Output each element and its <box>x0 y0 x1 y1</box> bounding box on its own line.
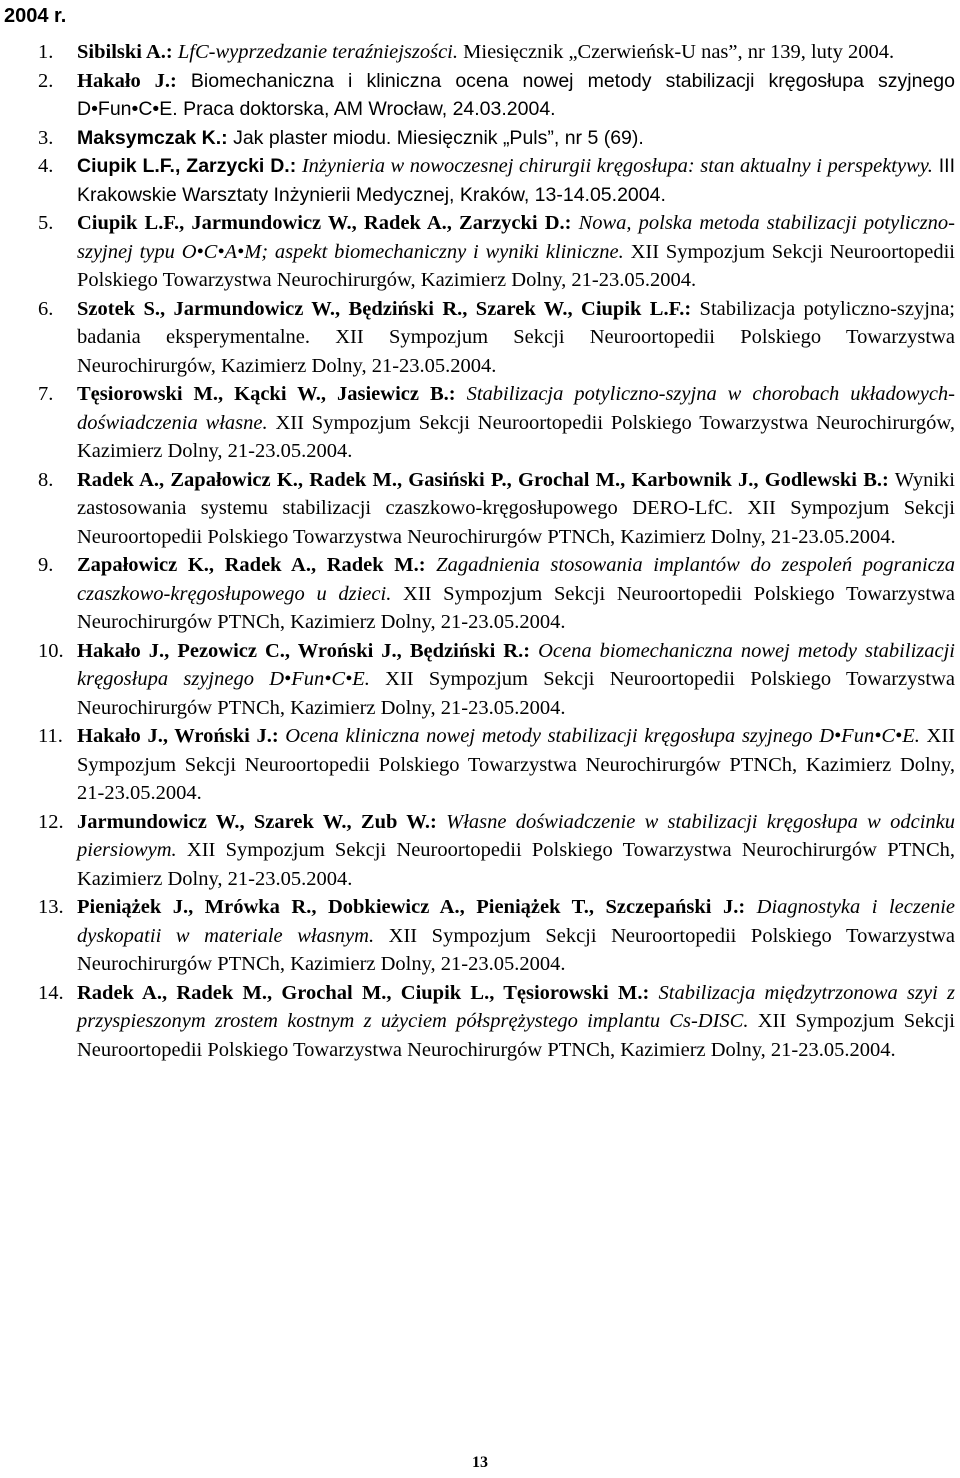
reference-number: 3. <box>38 126 54 149</box>
reference-source: XII Sympozjum Sekcji Neuroortopedii Polskiego Towarzystwa Neurochirurgów PTNCh, Kazimierz Dolny, 21-23.05.2004. <box>77 582 955 633</box>
reference-title: Jak plaster miodu. <box>227 126 392 149</box>
reference-item <box>0 38 960 67</box>
reference-authors: Ciupik L.F., Jarmundowicz W., Radek A., Zarzycki D.: <box>77 212 572 234</box>
reference-source: Miesięcznik „Puls”, nr 5 (69). <box>391 126 644 149</box>
reference-authors: Hakało J., Wroński J.: <box>77 725 279 747</box>
reference-number: 8. <box>38 468 54 491</box>
reference-item <box>0 124 960 153</box>
reference-number: 1. <box>38 41 54 63</box>
reference-title: Inżynieria w nowoczesnej chirurgii kręgosłupa: stan aktualny i perspektywy. <box>296 155 933 177</box>
reference-number: 4. <box>38 155 54 177</box>
reference-item <box>0 209 960 295</box>
reference-item <box>0 295 960 381</box>
reference-title: Stabilizacja potyliczno-szyjna w chorobach układowych-doświadczenia własne. <box>77 383 955 434</box>
reference-authors: Pieniążek J., Mrówka R., Dobkiewicz A., Pieniążek T., Szczepański J.: <box>77 896 746 918</box>
reference-item <box>0 637 960 723</box>
reference-number: 12. <box>38 810 64 833</box>
reference-authors: Sibilski A.: <box>77 41 173 63</box>
reference-item <box>0 893 960 979</box>
reference-number: 11. <box>38 725 63 747</box>
reference-authors: Radek A., Radek M., Grochal M., Ciupik L., Tęsiorowski M.: <box>77 981 650 1004</box>
reference-title: Ocena biomechaniczna nowej metody stabilizacji kręgosłupa szyjnego D•Fun•C•E. <box>77 639 955 690</box>
reference-item <box>0 466 960 552</box>
reference-authors: Ciupik L.F., Zarzycki D.: <box>77 155 297 177</box>
reference-title: Nowa, polska metoda stabilizacji potyliczno-szyjnej typu O•C•A•M; aspekt biomechaniczny i wyniki kliniczne. <box>77 212 955 263</box>
reference-number: 13. <box>38 896 64 918</box>
reference-item <box>0 67 960 124</box>
reference-item <box>0 979 960 1065</box>
reference-item <box>0 152 960 209</box>
reference-source: Miesięcznik „Czerwieńsk-U nas”, nr 139, luty 2004. <box>458 41 895 63</box>
reference-authors: Szotek S., Jarmundowicz W., Będziński R., Szarek W., Ciupik L.F.: <box>77 297 692 320</box>
reference-authors: Hakało J., Pezowicz C., Wroński J., Będziński R.: <box>77 639 531 662</box>
reference-title: Stabilizacja międzytrzonowa szyi z przyspieszonym zrostem kostnym z użyciem półsprężystego implantu Cs-DISC. <box>77 981 955 1032</box>
reference-title: Stabilizacja potyliczno-szyjna; badania eksperymentalne. <box>77 297 955 348</box>
section-year-heading: 2004 r. <box>4 5 67 27</box>
reference-list <box>0 38 960 1064</box>
reference-authors: Zapałowicz K., Radek A., Radek M.: <box>77 554 426 576</box>
reference-source: XII Sympozjum Sekcji Neuroortopedii Polskiego Towarzystwa Neurochirurgów PTNCh, Kazimierz Dolny, 21-23.05.2004. <box>77 497 955 548</box>
reference-item <box>0 551 960 637</box>
reference-source: XII Sympozjum Sekcji Neuroortopedii Polskiego Towarzystwa Neurochirurgów PTNCh, Kazimierz Dolny, 21-23.05.2004. <box>77 924 955 975</box>
reference-title: Wyniki zastosowania systemu stabilizacji czaszkowo-kręgosłupowego DERO-LfC. <box>77 468 955 519</box>
reference-source: XII Sympozjum Sekcji Neuroortopedii Polskiego Towarzystwa Neurochirurgów, Kazimierz Dolny, 21-23.05.2004. <box>77 326 955 377</box>
reference-number: 5. <box>38 212 54 234</box>
reference-title: Ocena kliniczna nowej metody stabilizacji kręgosłupa szyjnego D•Fun•C•E. <box>278 725 920 747</box>
reference-item <box>0 722 960 808</box>
reference-source: XII Sympozjum Sekcji Neuroortopedii Polskiego Towarzystwa Neurochirurgów PTNCh, Kazimierz Dolny, 21-23.05.2004. <box>77 668 955 719</box>
reference-source: XII Sympozjum Sekcji Neuroortopedii Polskiego Towarzystwa Neurochirurgów PTNCh, Kazimierz Dolny, 21-23.05.2004. <box>77 839 955 890</box>
reference-title: Biomechaniczna i kliniczna ocena nowej metody stabilizacji kręgosłupa szyjnego D•Fun•C•E. <box>77 69 956 120</box>
reference-number: 9. <box>38 554 54 576</box>
reference-source: XII Sympozjum Sekcji Neuroortopedii Polskiego Towarzystwa Neurochirurgów, Kazimierz Dolny, 21-23.05.2004. <box>77 240 955 291</box>
reference-title: Własne doświadczenie w stabilizacji kręgosłupa w odcinku piersiowym. <box>77 810 955 861</box>
reference-number: 14. <box>38 981 64 1004</box>
reference-number: 10. <box>38 639 64 662</box>
reference-title: Diagnostyka i leczenie dyskopatii w materiale własnym. <box>77 896 955 947</box>
reference-number: 2. <box>38 69 54 92</box>
reference-authors: Hakało J.: <box>77 69 177 92</box>
page-number: 13 <box>472 1454 488 1471</box>
reference-number: 7. <box>38 383 54 405</box>
reference-item <box>0 380 960 466</box>
reference-item <box>0 808 960 894</box>
reference-authors: Maksymczak K.: <box>77 126 228 149</box>
reference-authors: Jarmundowicz W., Szarek W., Zub W.: <box>77 810 437 833</box>
reference-authors: Radek A., Zapałowicz K., Radek M., Gasiński P., Grochal M., Karbownik J., Godlewski B.: <box>77 468 889 491</box>
reference-source: XII Sympozjum Sekcji Neuroortopedii Polskiego Towarzystwa Neurochirurgów, Kazimierz Dolny, 21-23.05.2004. <box>77 411 955 462</box>
reference-source: III Krakowskie Warsztaty Inżynierii Medycznej, Kraków, 13-14.05.2004. <box>77 155 956 206</box>
reference-authors: Tęsiorowski M., Kącki W., Jasiewicz B.: <box>77 383 456 405</box>
reference-title: LfC-wyprzedzanie teraźniejszości. <box>172 41 459 63</box>
reference-source: Praca doktorska, AM Wrocław, 24.03.2004. <box>177 98 556 120</box>
reference-title: Zagadnienia stosowania implantów do zespoleń pogranicza czaszkowo-kręgosłupowego u dzieci. <box>77 554 955 605</box>
reference-number: 6. <box>38 297 54 320</box>
reference-source: XII Sympozjum Sekcji Neuroortopedii Polskiego Towarzystwa Neurochirurgów PTNCh, Kazimierz Dolny, 21-23.05.2004. <box>77 725 955 804</box>
reference-source: XII Sympozjum Sekcji Neuroortopedii Polskiego Towarzystwa Neurochirurgów PTNCh, Kazimierz Dolny, 21-23.05.2004. <box>77 1010 955 1061</box>
